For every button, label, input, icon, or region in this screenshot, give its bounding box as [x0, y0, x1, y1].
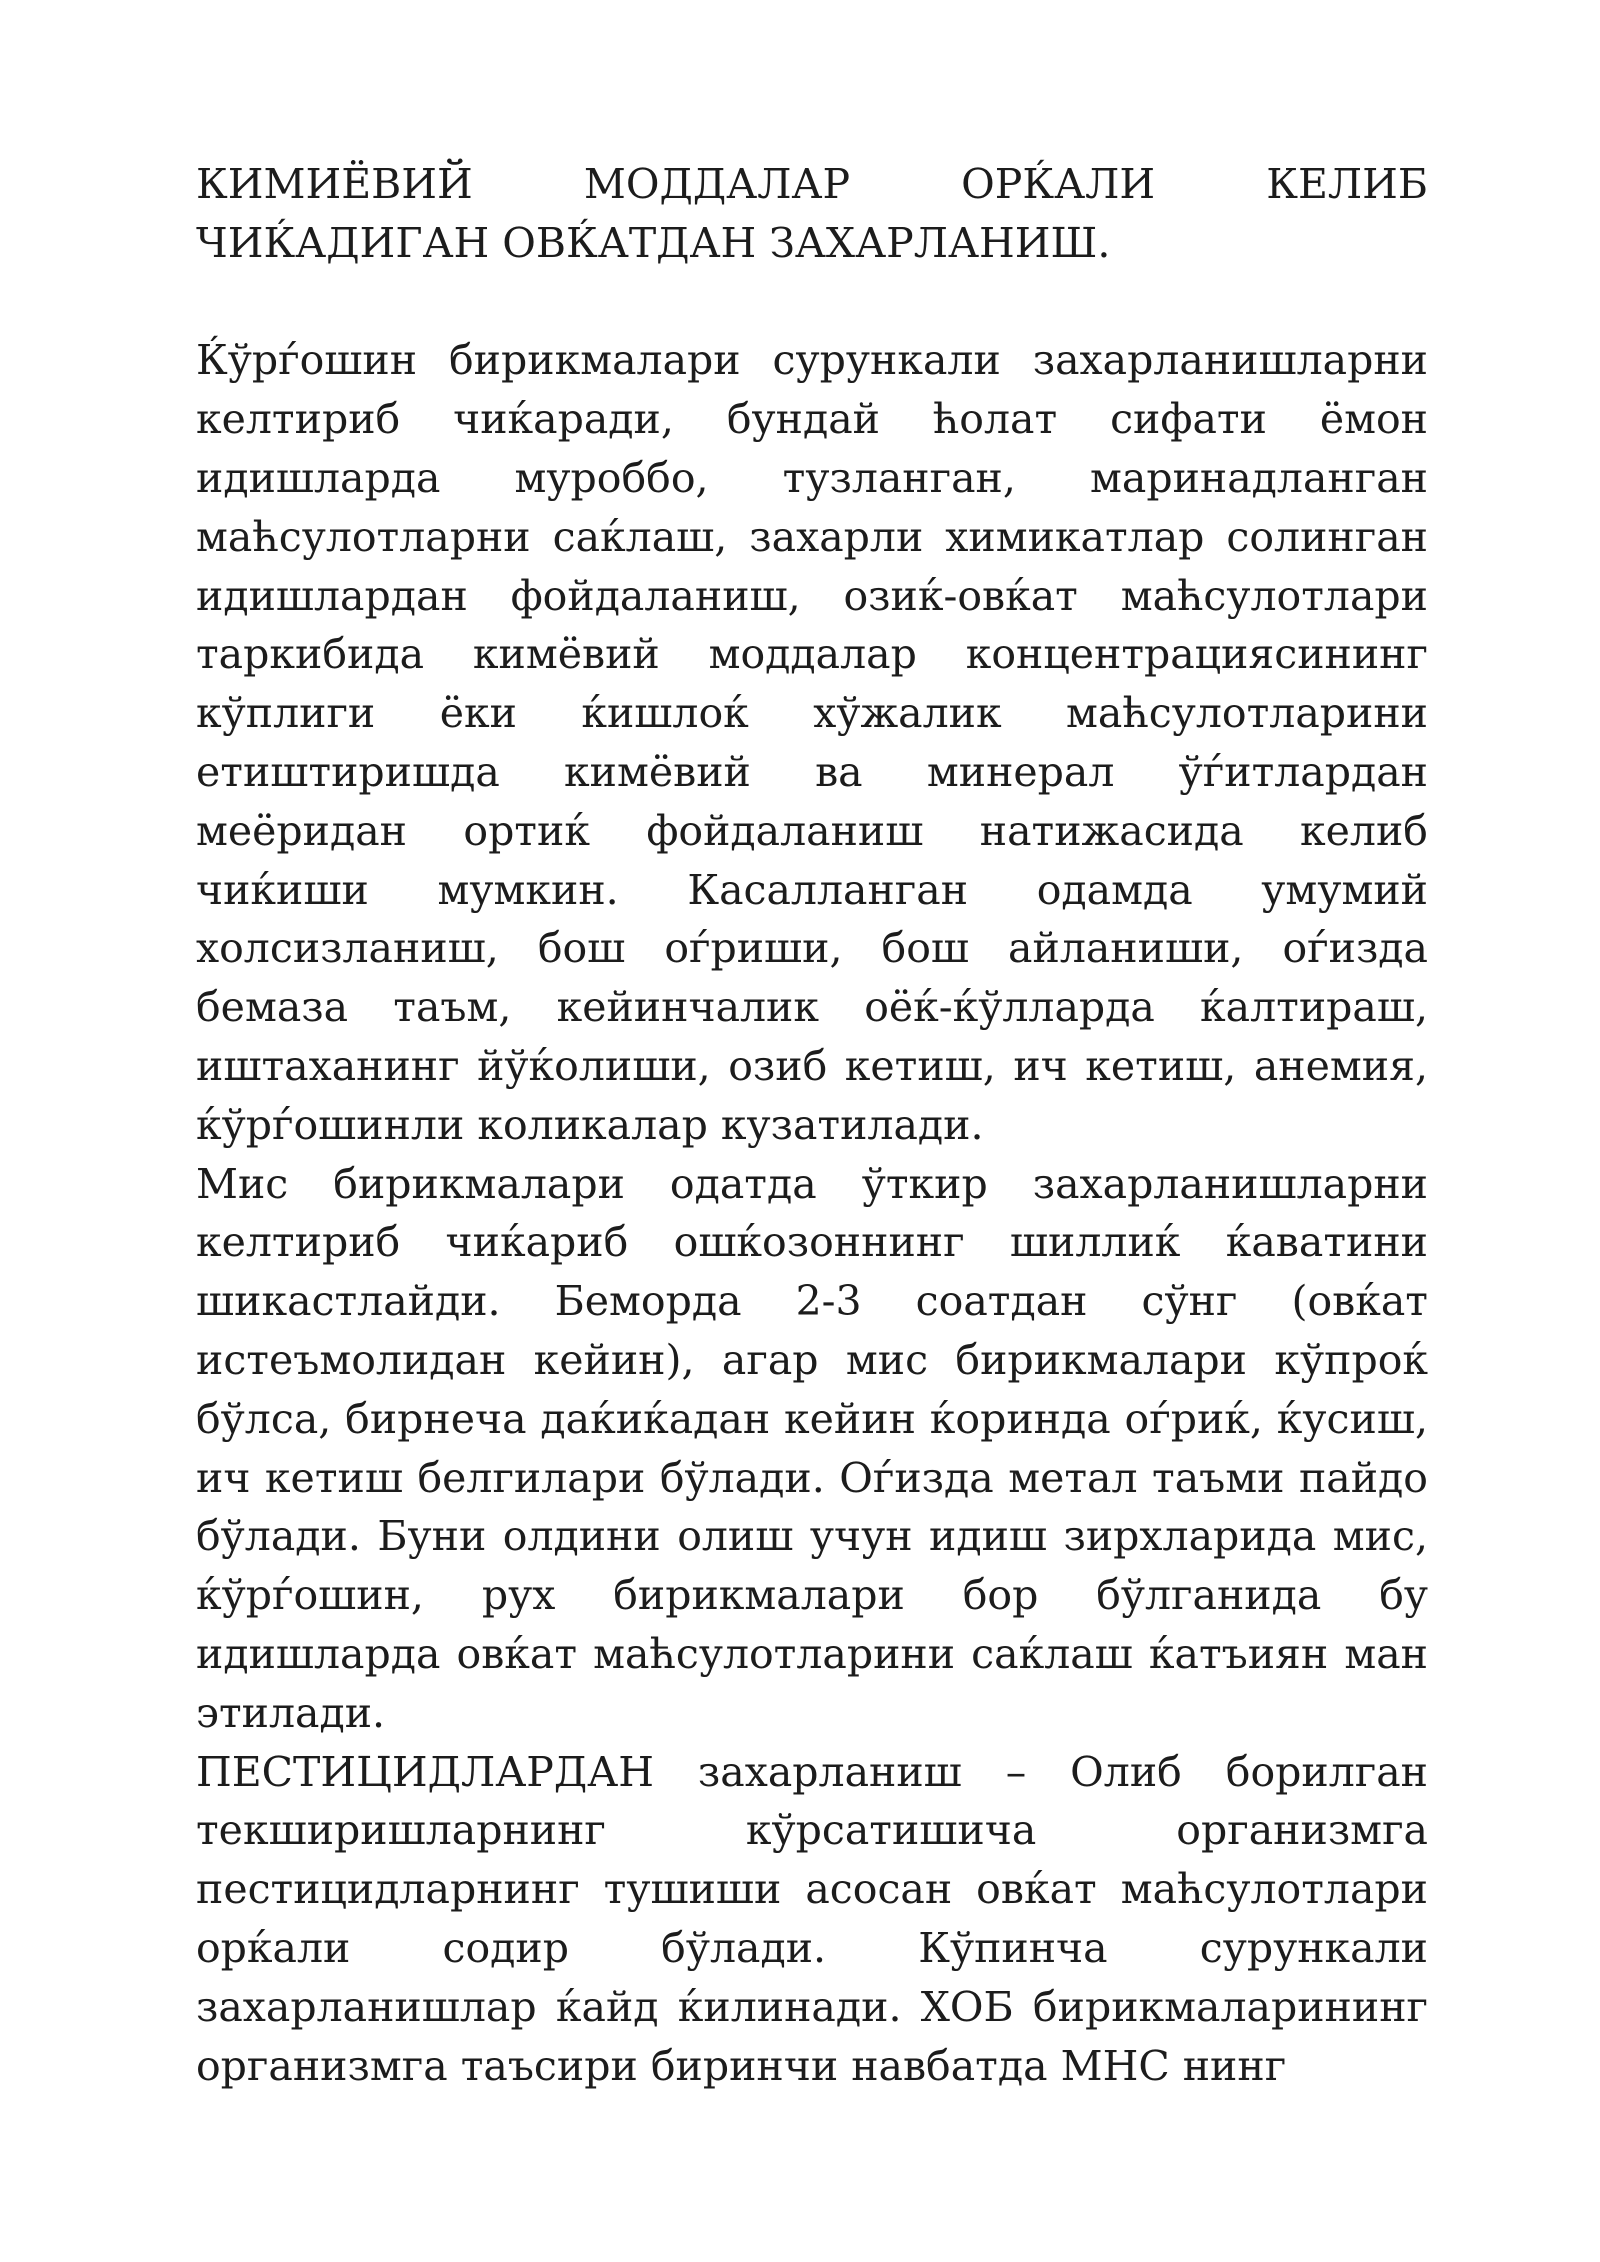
paragraph-copper: Мис бирикмалари одатда ўткир захарланишларни келтириб чиќариб ошќозоннинг шиллиќ ќаватини шикастлайди. Беморда 2-3 соатдан сўнг (овќат истеъмолидан кейин), агар мис бирикмалари кўпроќ бўлса, бирнеча даќиќадан кейин ќоринда оѓриќ, ќусиш, ич кетиш белгилари бўлади. Оѓизда метал таъми пайдо бўлади. Буни олдини олиш учун идиш зирхларида мис, ќўрѓошин, рух бирикмалари бор бўлганида бу идишларда овќат маћсулотларини саќлаш ќатъиян ман этилади. [196, 1159, 1428, 1737]
document-title: КИМИЁВИЙ МОДДАЛАР ОРЌАЛИ КЕЛИБ ЧИЌАДИГАН ОВЌАТДАН ЗАХАРЛАНИШ. [196, 160, 1428, 267]
document-body [196, 155, 1428, 2095]
title-spacer [196, 273, 1428, 332]
paragraph-pesticides: ПЕСТИЦИДЛАРДАН захарланиш – Олиб борилган текширишларнинг кўрсатишича организмга пестицидларнинг тушиши асосан овќат маћсулотлари орќали содир бўлади. Кўпинча сурункали захарланишлар ќайд ќилинади. ХОБ бирикмаларининг организмга таъсири биринчи навбатда МНС нинг [196, 1747, 1428, 2090]
paragraph-lead: Ќўрѓошин бирикмалари сурункали захарланишларни келтириб чиќаради, бундай ћолат сифати ёмон идишларда муроббо, тузланган, маринадланган маћсулотларни саќлаш, захарли химикатлар солинган идишлардан фойдаланиш, озиќ-овќат маћсулотлари таркибида кимёвий моддалар концентрациясининг кўплиги ёки ќишлоќ хўжалик маћсулотларини етиштиришда кимёвий ва минерал ўѓитлардан меёридан ортиќ фойдаланиш натижасида келиб чиќиши мумкин. Касалланган одамда умумий холсизланиш, бош оѓриши, бош айланиши, оѓизда бемаза таъм, кейинчалик оёќ-ќўлларда ќалтираш, иштаханинг йўќолиши, озиб кетиш, ич кетиш, анемия, ќўрѓошинли коликалар кузатилади. [196, 336, 1428, 1149]
